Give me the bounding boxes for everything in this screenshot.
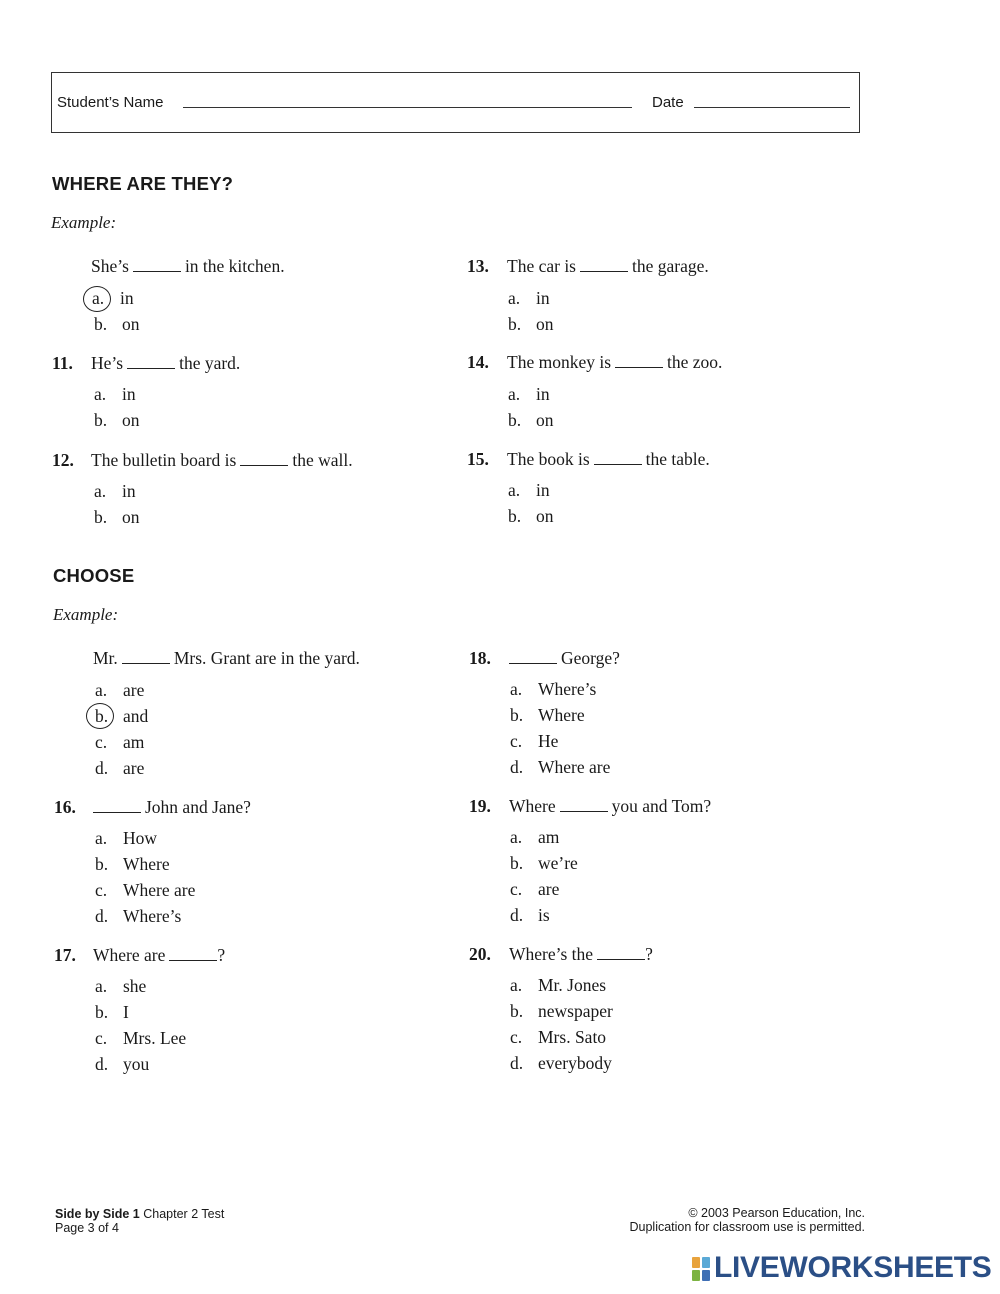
question-15: The book is the table. (507, 449, 710, 469)
question-number-11: 11. (52, 353, 73, 373)
example-option-d[interactable]: d. are (95, 758, 145, 778)
answer-blank (122, 663, 170, 664)
example-label: Example: (51, 213, 117, 232)
q12-option-a[interactable]: a. in (94, 481, 136, 501)
q19-option-a[interactable]: a. am (510, 827, 560, 847)
q20-option-b[interactable]: b. newspaper (510, 1001, 613, 1021)
answer-blank[interactable] (560, 811, 608, 812)
answer-blank[interactable] (594, 464, 642, 465)
q20-option-d[interactable]: d. everybody (510, 1053, 612, 1073)
q16-option-d[interactable]: d. Where’s (95, 906, 182, 926)
section-title-where-are-they: WHERE ARE THEY? (52, 173, 234, 194)
question-number-15: 15. (467, 449, 489, 469)
question-18: George? (509, 648, 620, 669)
answer-blank[interactable] (580, 271, 628, 272)
example-option-a[interactable]: a. in (92, 288, 134, 308)
q13-option-a[interactable]: a. in (508, 288, 550, 308)
q11-option-b[interactable]: b. on (94, 410, 140, 430)
answer-blank[interactable] (509, 663, 557, 664)
liveworksheets-logo-text: LIVEWORKSHEETS (714, 1251, 992, 1284)
q18-option-b[interactable]: b. Where (510, 705, 585, 725)
question-number-12: 12. (52, 450, 74, 470)
student-name-field[interactable] (183, 107, 632, 108)
question-13: The car is the garage. (507, 256, 709, 276)
answer-blank[interactable] (597, 959, 645, 960)
answer-blank (133, 271, 181, 272)
question-20: Where’s the ? (509, 944, 653, 964)
q17-option-a[interactable]: a. she (95, 976, 147, 996)
q16-option-a[interactable]: a. How (95, 828, 158, 848)
q14-option-b[interactable]: b. on (508, 410, 554, 430)
question-number-13: 13. (467, 256, 489, 276)
liveworksheets-logo-icon (692, 1257, 710, 1281)
footer-copyright: © 2003 Pearson Education, Inc. Duplication for classroom use is permitted. (629, 1206, 865, 1234)
q20-option-c[interactable]: c. Mrs. Sato (510, 1027, 607, 1047)
q20-option-a[interactable]: a. Mr. Jones (510, 975, 607, 995)
q11-option-a[interactable]: a. in (94, 384, 136, 404)
question-number-14: 14. (467, 352, 489, 372)
student-name-label: Student’s Name (57, 94, 164, 111)
question-number-20: 20. (469, 944, 491, 964)
q18-option-a[interactable]: a. Where’s (510, 679, 597, 699)
q13-option-b[interactable]: b. on (508, 314, 554, 334)
q19-option-b[interactable]: b. we’re (510, 853, 578, 873)
question-17: Where are ? (93, 945, 226, 965)
question-11: He’s the yard. (91, 353, 241, 373)
q19-option-c[interactable]: c. are (510, 879, 560, 899)
question-12: The bulletin board is the wall. (91, 450, 353, 470)
q18-option-d[interactable]: d. Where are (510, 757, 611, 777)
q19-option-d[interactable]: d. is (510, 905, 550, 925)
q18-option-c[interactable]: c. He (510, 731, 559, 751)
example-option-b[interactable]: b. and (95, 706, 149, 726)
example-option-c[interactable]: c. am (95, 732, 145, 752)
question-number-18: 18. (469, 648, 491, 668)
date-label: Date (652, 94, 684, 111)
question-number-19: 19. (469, 796, 491, 816)
answer-blank[interactable] (169, 960, 217, 961)
example-option-a[interactable]: a. are (95, 680, 145, 700)
footer-book-title: Side by Side 1 Chapter 2 Test (55, 1207, 225, 1221)
question-text-post: in the kitchen. (184, 256, 285, 276)
answer-blank[interactable] (93, 812, 141, 813)
example-option-b[interactable]: b. on (94, 314, 140, 334)
question-16: John and Jane? (93, 797, 251, 818)
q16-option-b[interactable]: b. Where (95, 854, 170, 874)
student-info-box (51, 72, 860, 133)
example-label: Example: (53, 605, 119, 624)
section-title-choose: CHOOSE (53, 565, 135, 586)
answer-blank[interactable] (127, 368, 175, 369)
liveworksheets-logo (692, 1251, 992, 1285)
question-19: Where you and Tom? (509, 796, 712, 816)
example-question: Mr. Mrs. Grant are in the yard. (93, 648, 360, 668)
example-question (91, 256, 285, 277)
q17-option-c[interactable]: c. Mrs. Lee (95, 1028, 187, 1048)
question-number-17: 17. (54, 945, 76, 965)
q16-option-c[interactable]: c. Where are (95, 880, 196, 900)
question-text-pre: She’s (91, 256, 129, 276)
question-14: The monkey is the zoo. (507, 352, 723, 372)
footer-book-info (55, 1207, 224, 1235)
q15-option-b[interactable]: b. on (508, 506, 554, 526)
date-field[interactable] (694, 107, 850, 108)
q14-option-a[interactable]: a. in (508, 384, 550, 404)
q12-option-b[interactable]: b. on (94, 507, 140, 527)
q15-option-a[interactable]: a. in (508, 480, 550, 500)
answer-blank[interactable] (240, 465, 288, 466)
footer-page-number: Page 3 of 4 (55, 1221, 119, 1235)
answer-blank[interactable] (615, 367, 663, 368)
q17-option-b[interactable]: b. I (95, 1002, 129, 1022)
question-number-16: 16. (54, 797, 76, 817)
q17-option-d[interactable]: d. you (95, 1054, 150, 1074)
